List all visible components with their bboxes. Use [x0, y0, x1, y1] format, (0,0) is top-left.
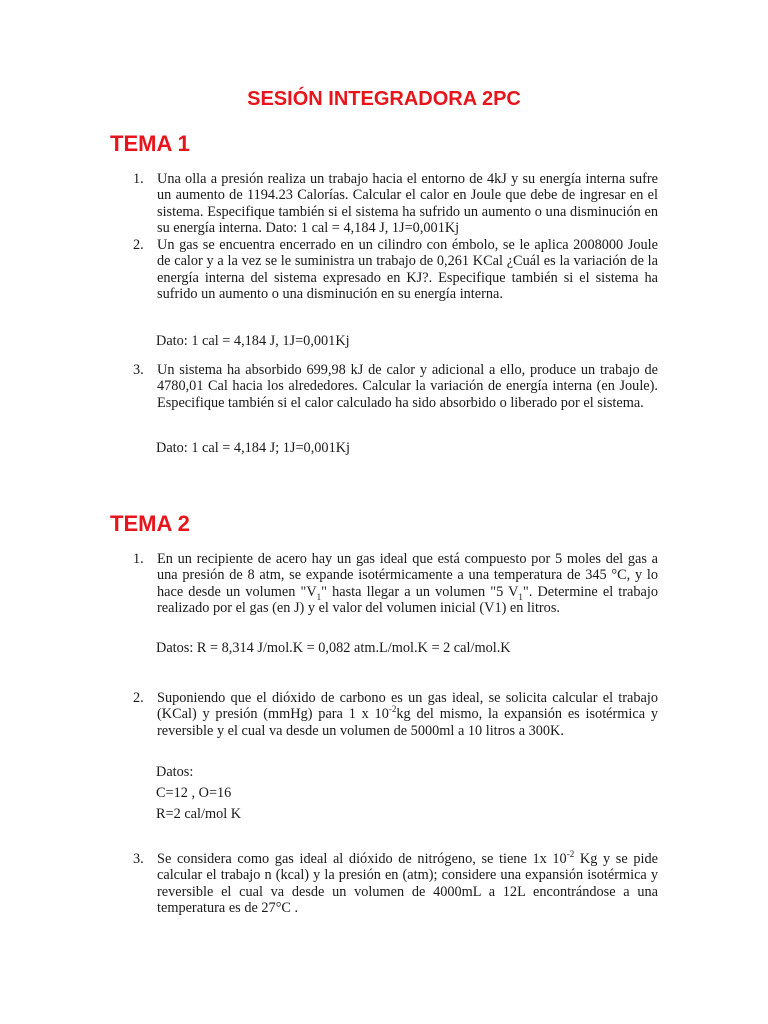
tema2-problem-2-datos-line1: C=12 , O=16: [156, 785, 232, 801]
problem-text: [157, 690, 658, 739]
problem-text-part: Suponiendo que el dióxido de carbono es un gas ideal, se solicita calcular el trabajo (KCal) y presión (mmHg) para 1 x 10: [157, 690, 658, 723]
problem-text: Un gas se encuentra encerrado en un cilindro con émbolo, se le aplica 2008000 Joule de calor y a la vez se le suministra un trabajo de 0,261 KCal ¿Cuál es la variación de la energía interna del sistema expresado en KJ?. Especifique también si el sistema ha sufrido un aumento o una disminución en su energía interna.: [157, 237, 658, 303]
superscript: -2: [566, 849, 575, 860]
problem-text-part: Se considera como gas ideal al dióxido de nitrógeno, se tiene 1x 10: [157, 851, 567, 867]
tema2-problem-1-datos: Datos: R = 8,314 J/mol.K = 0,082 atm.L/mol.K = 2 cal/mol.K: [156, 640, 511, 656]
tema1-heading: TEMA 1: [110, 131, 190, 156]
tema2-problem-2-datos-line2: R=2 cal/mol K: [156, 806, 242, 822]
problem-text-part: En un recipiente de acero hay un gas ideal que está compuesto por 5 moles del gas a una presión de 8 atm, se expande isotérmicamente a una temperatura de 345 °C, y lo hace desde un volumen "V: [157, 551, 658, 600]
superscript: -2: [388, 704, 397, 715]
problem-number: 3.: [133, 851, 144, 867]
tema2-problem-1: [133, 551, 658, 617]
tema1-problem-3-dato: Dato: 1 cal = 4,184 J; 1J=0,001Kj: [156, 440, 351, 456]
subscript: 1: [316, 591, 322, 602]
page-title: SESIÓN INTEGRADORA 2PC: [247, 88, 521, 110]
problem-number: 2.: [133, 237, 144, 253]
problem-text-part: " hasta llegar a un volumen "5 V: [321, 583, 519, 600]
problem-number: 1.: [133, 171, 144, 187]
tema1-problem-2: [133, 237, 658, 303]
tema1-problem-1: [133, 171, 658, 237]
problem-text: [157, 851, 658, 917]
subscript: 1: [518, 591, 523, 602]
problem-text: Una olla a presión realiza un trabajo hacia el entorno de 4kJ y su energía interna sufre un aumento de 1194.23 Calorías. Calcular el calor en Joule que debe de ingresar en el sistema. Especifique también si el sistema ha sufrido un aumento o una disminución en su energía interna. Dato: 1 cal = 4,184 J, 1J=0,001Kj: [157, 171, 658, 237]
tema1-problem-2-dato: Dato: 1 cal = 4,184 J, 1J=0,001Kj: [156, 333, 350, 349]
problem-number: 3.: [133, 362, 144, 378]
tema2-heading: TEMA 2: [110, 511, 190, 536]
problem-number: 2.: [133, 690, 144, 706]
problem-text: [157, 551, 658, 617]
problem-text: Un sistema ha absorbido 699,98 kJ de calor y adicional a ello, produce un trabajo de 4780,01 Cal hacia los alrededores. Calcular la variación de energía interna (en Joule). Especifique también si el calor calculado ha sido absorbido o liberado por el sistema.: [157, 362, 658, 411]
problem-text-part: Kg y se pide calcular el trabajo n (kcal) y la presión en (atm); considere una expansión isotérmica y reversible el cual va desde un volumen de 4000mL a 12L encontrándose a una temperatura es de 27°C .: [157, 851, 658, 917]
problem-text-part: ". Determine el trabajo realizado por el gas (en J) y el valor del volumen inicial (V1) en litros.: [157, 583, 659, 617]
problem-text-part: kg del mismo, la expansión es isotérmica y reversible y el cual va desde un volumen de 5000ml a 10 litros a 300K.: [157, 706, 658, 739]
tema1-problem-3: [133, 362, 658, 411]
problem-number: 1.: [133, 551, 144, 567]
tema2-problem-2: [133, 690, 658, 739]
tema2-problem-3: [133, 851, 658, 917]
tema2-problem-2-datos-label: Datos:: [156, 764, 194, 780]
